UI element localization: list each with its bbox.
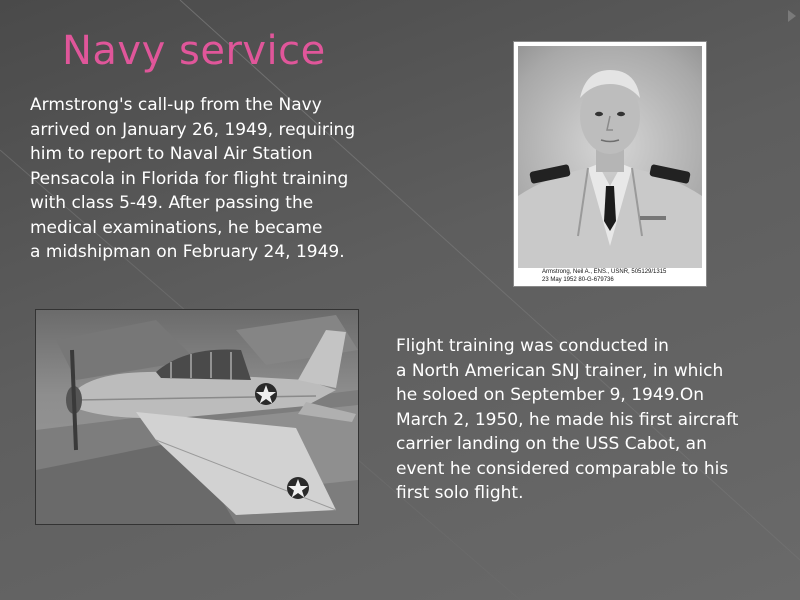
- paragraph-flight-training: Flight training was conducted in a North American SNJ trainer, in which he soloed on September 9, 1949.On March 2, 1950, he made his first aircraft carrier landing on the USS Cabot, an event he considered comparable to his first solo flight.: [396, 336, 739, 503]
- portrait-photo-frame: [514, 42, 706, 286]
- portrait-caption: Armstrong, Neil A., ENS., USNR, 505129/1315 23 May 1952 80-G-679736: [542, 269, 667, 283]
- armstrong-portrait-image: [518, 46, 702, 268]
- slide-marker-icon: [788, 10, 796, 22]
- paragraph-navy-callup: Armstrong's call-up from the Navy arrived on January 26, 1949, requiring him to report to Naval Air Station Pensacola in Florida for flight training with class 5-49. After passing the medical examinations, he became a midshipman on February 24, 1949.: [30, 95, 356, 262]
- snj-trainer-photo: [36, 310, 358, 524]
- slide-title: Navy service: [62, 28, 326, 74]
